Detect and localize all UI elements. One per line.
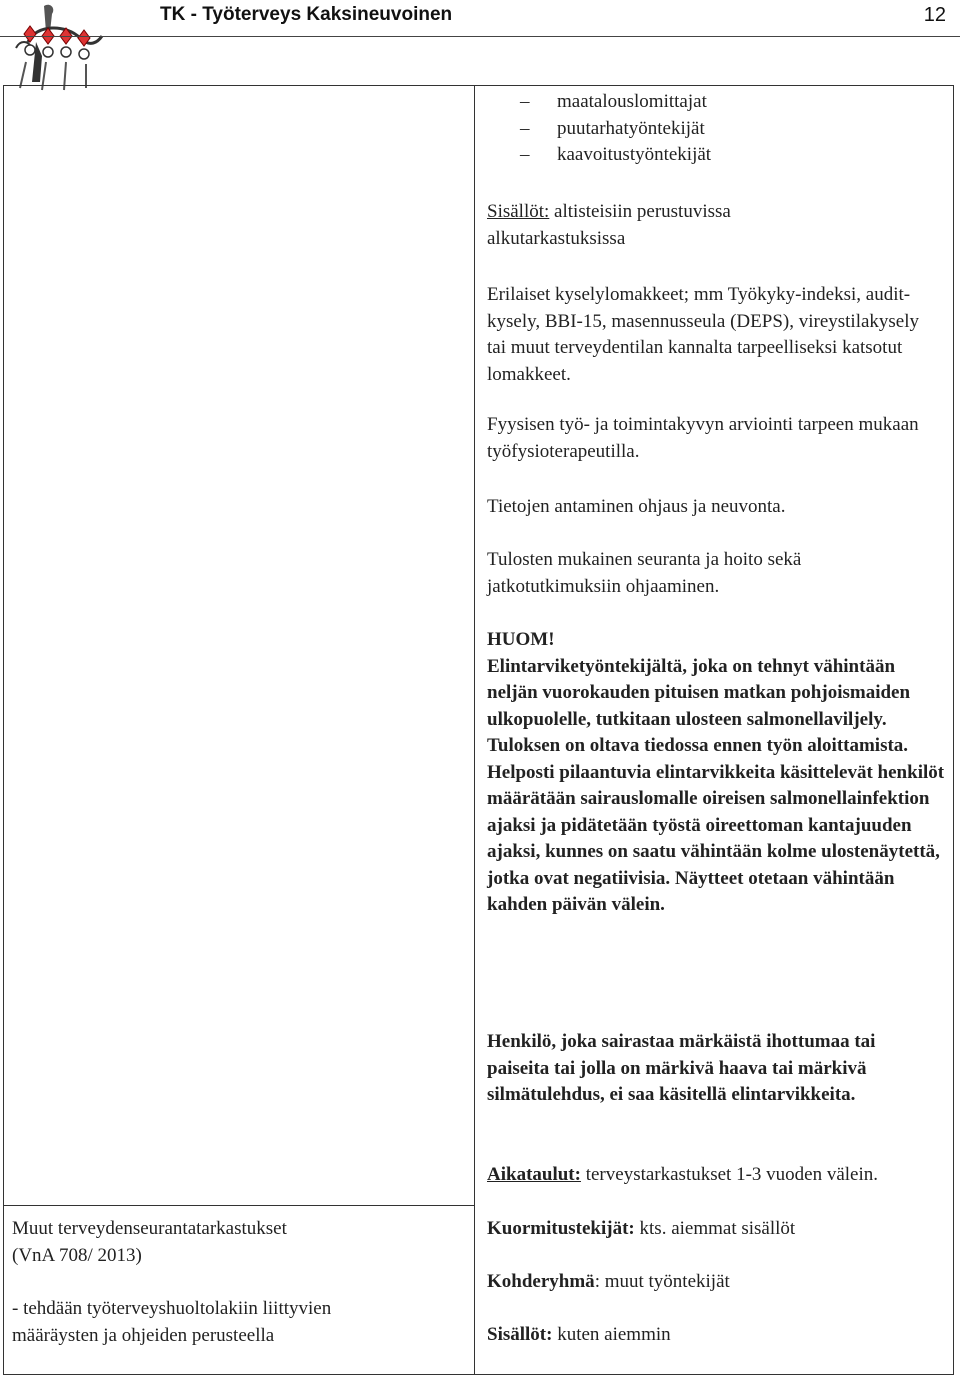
followup-paragraph [487, 547, 907, 600]
note-text: Elintarviketyöntekijältä, joka on tehnyt vähintään neljän vuorokauden pituisen matkan pohjoismaiden ulkopuolelle, tutkitaan ulosteen salmonellaviljely. Tuloksen on oltava tiedossa ennen työn aloittamista. Helposti pilaantuvia elintarvikkeita käsittelevät henkilöt määrätään sairauslomalle oireisen salmonellainfektion ajaksi ja pidätetään työstä oireettoman kantajuuden ajaksi, kunnes on saatu vähintään kolme ulostenäytettä, jotka ovat negatiivisia. Näytteet otetaan vähintään kahden päivän välein. [487, 655, 945, 915]
contents-paragraph [487, 199, 827, 252]
left-description-text: - tehdään työterveyshuoltolakiin liittyvien määräysten ja ohjeiden perusteella [12, 1298, 332, 1346]
questionnaires-paragraph [487, 282, 939, 388]
target-group-paragraph [487, 1269, 947, 1296]
schedule-label: Aikataulut: [487, 1164, 581, 1185]
document-header-title: TK - Työterveys Kaksineuvoinen [160, 4, 453, 25]
schedule-text: terveystarkastukset 1-3 vuoden välein. [585, 1164, 879, 1185]
guidance-paragraph [487, 494, 947, 521]
list-item [487, 142, 947, 169]
dash-bullet: – [520, 144, 530, 165]
load-factors-text: kts. aiemmat sisällöt [639, 1218, 796, 1239]
contents2-paragraph [487, 1322, 947, 1349]
left-title-line2: (VnA 708/ 2013) [12, 1244, 142, 1266]
list-item [487, 89, 947, 116]
eczema-note-text: Henkilö, joka sairastaa märkäistä ihottumaa tai paiseita tai jolla on märkivä haava tai märkivä silmätulehdus, ei saa käsitellä elintarvikkeita. [487, 1031, 876, 1105]
table-row-divider [3, 1205, 475, 1206]
schedule-paragraph [487, 1162, 907, 1189]
contents-label: Sisällöt: [487, 201, 550, 222]
folk-dancers-logo-icon [6, 2, 106, 94]
dash-bullet: – [520, 91, 530, 112]
header-rule [0, 36, 960, 37]
left-title-line1: Muut terveydenseurantatarkastukset [12, 1218, 287, 1239]
load-factors-label: Kuormitustekijät: [487, 1218, 635, 1239]
eczema-note [487, 1029, 939, 1109]
job-type-list [487, 89, 947, 169]
list-item-text: maatalouslomittajat [557, 91, 707, 112]
guidance-text: Tietojen antaminen ohjaus ja neuvonta. [487, 496, 786, 517]
table-column-divider [474, 85, 475, 1375]
physical-assessment-text: Fyysisen työ- ja toimintakyvyn arviointi tarpeen mukaan työfysioterapeutilla. [487, 414, 919, 462]
load-factors-paragraph [487, 1216, 947, 1243]
followup-text: Tulosten mukainen seuranta ja hoito sekä jatkotutkimuksiin ohjaaminen. [487, 549, 802, 597]
contents2-text: kuten aiemmin [557, 1324, 671, 1345]
note-heading: HUOM! [487, 629, 555, 650]
left-cell-title [12, 1216, 462, 1269]
target-group-text: : muut työntekijät [594, 1271, 730, 1292]
dash-bullet: – [520, 117, 530, 139]
page-number: 12 [923, 4, 946, 26]
list-item-text: puutarhatyöntekijät [557, 117, 705, 139]
left-cell-description [12, 1296, 412, 1349]
questionnaires-text: Erilaiset kyselylomakkeet; mm Työkyky-indeksi, audit-kysely, BBI-15, masennusseula (DEPS), vireystilakysely tai muut terveydentilan kannalta tarpeelliseksi katsotut lomakkeet. [487, 284, 920, 385]
contents-text: altisteisiin perustuvissa alkutarkastuksissa [487, 201, 731, 249]
target-group-label: Kohderyhmä [487, 1271, 595, 1292]
list-item-text: kaavoitustyöntekijät [557, 144, 712, 165]
list-item [487, 116, 947, 143]
contents2-label: Sisällöt: [487, 1324, 553, 1345]
physical-assessment-paragraph [487, 412, 947, 465]
note-block [487, 627, 949, 919]
